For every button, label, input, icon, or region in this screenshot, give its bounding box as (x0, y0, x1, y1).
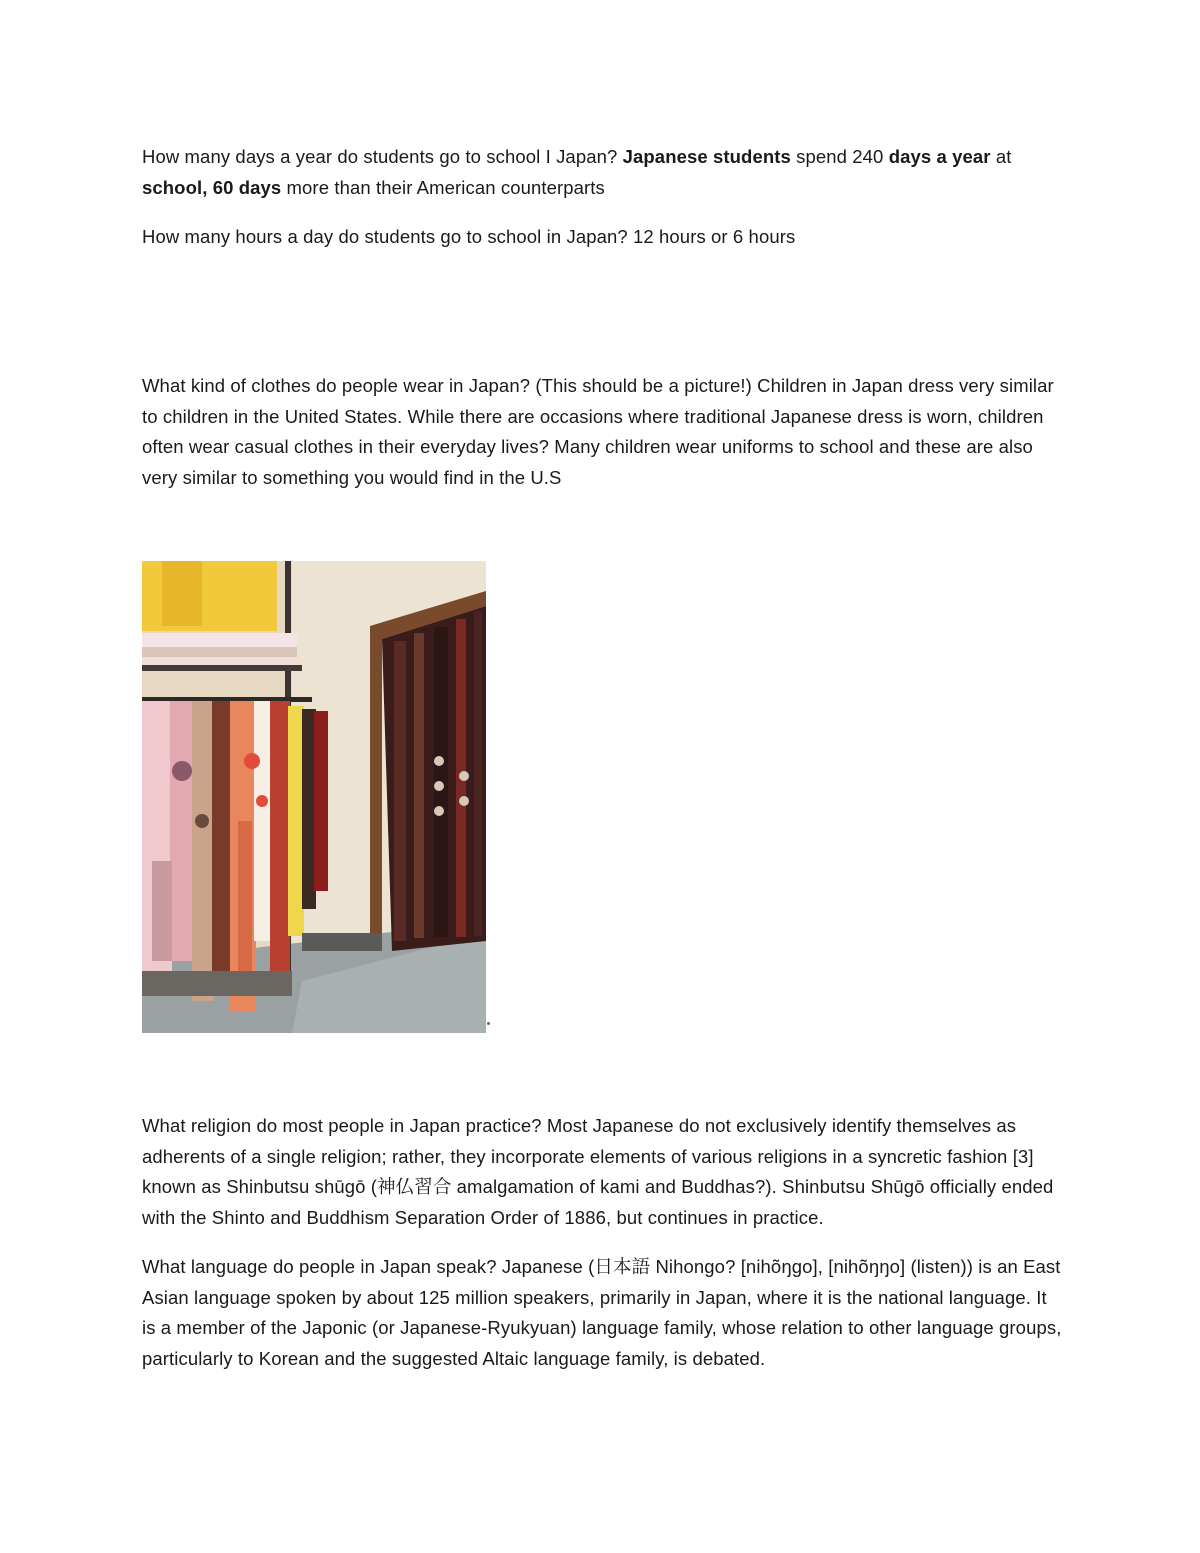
text-counterparts: more than their American counterparts (281, 176, 605, 198)
question-school-days: How many days a year do students go to school I Japan? (142, 146, 618, 167)
bold-japanese-students: Japanese students (622, 146, 791, 167)
paragraph-school-hours: How many hours a day do students go to school in Japan? 12 hours or 6 hours (142, 226, 796, 247)
bold-days-a-year: days a year (888, 146, 991, 167)
text-at: at (990, 146, 1012, 167)
paragraph-clothes: What kind of clothes do people wear in Japan? (This should be a picture!) Children in Japan dress very similar to children in the United States. While there are occasions where traditional Japanese dress is worn, children often wear casual clothes in their everyday lives? Many children wear uniforms to school and these are also very similar to something you would find in the U.S (142, 375, 1054, 488)
image-anchor-dot (487, 1022, 490, 1025)
clothes-rack-photo (142, 561, 486, 1033)
paragraph-school-days (142, 142, 1062, 203)
paragraph-language: What language do people in Japan speak? Japanese (日本語 Nihongo? [nihõŋɡo], [nihõŋŋo] (listen)) is an East Asian language spoken by about 125 million speakers, primarily in Japan, where it is the national language. It is a member of the Japonic (or Japanese-Ryukyuan) language family, whose relation to other language groups, particularly to Korean and the suggested Altaic language family, is debated. (142, 1256, 1062, 1369)
bold-school-60-days: school, 60 days (142, 176, 282, 198)
text-spend: spend 240 (790, 146, 889, 167)
paragraph-religion: What religion do most people in Japan practice? Most Japanese do not exclusively identify themselves as adherents of a single religion; rather, they incorporate elements of various religions in a syncretic fashion [3] known as Shinbutsu shūgō (神仏習合 amalgamation of kami and Buddhas?). Shinbutsu Shūgō officially ended with the Shinto and Buddhism Separation Order of 1886, but continues in practice. (142, 1115, 1054, 1228)
